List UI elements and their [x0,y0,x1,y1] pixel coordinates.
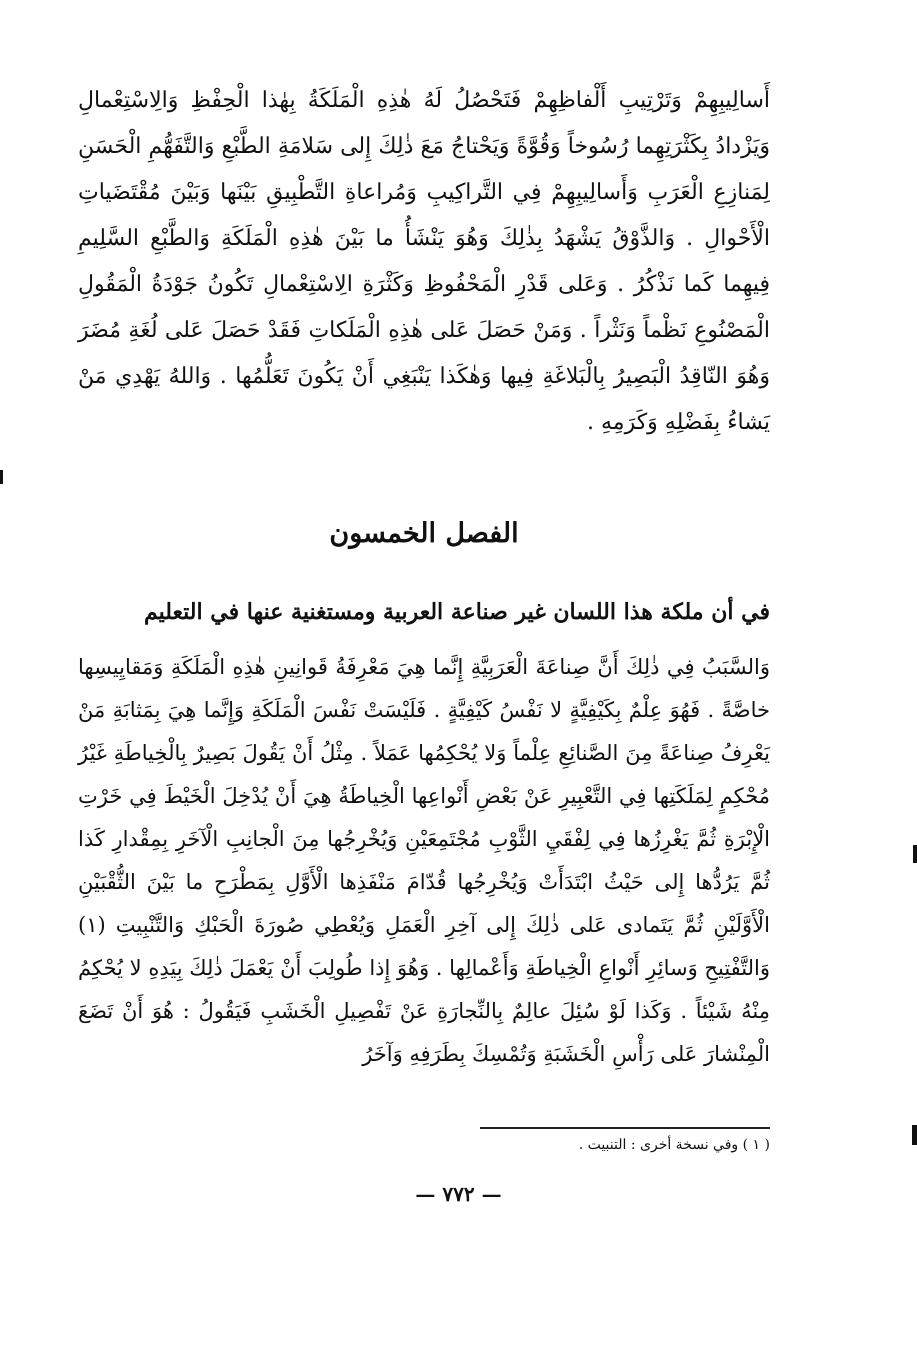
scan-edge-mark-right-top [913,845,917,863]
scan-edge-mark-left [0,470,3,484]
footnote-divider [480,1127,770,1129]
top-paragraph: أَسالِيبِهِمْ وَتَرْتِيبِ أَلْفاظِهِمْ فَتَحْصُلُ لَهُ هٰذِهِ الْمَلَكَةُ بِهٰذا الْحِفْظِ وَالِاسْتِعْمالِ وَيَزْدادُ بِكَثْرَتِهِما رُسُوخاً وَقُوَّةً وَيَحْتاجُ مَعَ ذٰلِكَ إِلى سَلامَةِ الطَّبْعِ وَالتَّفَهُّمِ الْحَسَنِ لِمَنازِعِ الْعَرَبِ وَأَسالِيبِهِمْ فِي التَّراكِيبِ وَمُراعاةِ التَّطْبِيقِ بَيْنَها وَبَيْنَ مُقْتَضَياتِ الْأَحْوالِ . وَالذَّوْقُ يَشْهَدُ بِذٰلِكَ وَهُوَ يَنْشَأُ ما بَيْنَ هٰذِهِ الْمَلَكَةِ وَالطَّبْعِ السَّلِيمِ فِيهِما كَما نَذْكُرُ . وَعَلى قَدْرِ الْمَحْفُوظِ وَكَثْرَةِ الِاسْتِعْمالِ تَكُونُ جَوْدَةُ الْمَقُولِ الْمَصْنُوعِ نَظْماً وَنَثْراً . وَمَنْ حَصَلَ عَلى هٰذِهِ الْمَلَكاتِ فَقَدْ حَصَلَ عَلى لُغَةِ مُضَرَ وَهُوَ النّاقِدُ الْبَصِيرُ بِالْبَلاغَةِ فِيها وَهٰكَذا يَنْبَغِي أَنْ يَكُونَ تَعَلُّمُها . وَاللهُ يَهْدِي مَنْ يَشاءُ بِفَضْلِهِ وَكَرَمِهِ . [78,88,770,435]
footnote: ( ١ ) وفي نسخة أخرى : التنبيت . [578,1137,770,1153]
scan-edge-mark-right-bottom [912,1125,917,1145]
page-number: — ٧٧٢ — [415,1182,502,1206]
section-heading: في أن ملكة هذا اللسان غير صناعة العربية ومستغنية عنها في التعليم [143,599,770,625]
main-paragraph: وَالسَّبَبُ فِي ذٰلِكَ أَنَّ صِناعَةَ الْعَرَبِيَّةِ إِنَّما هِيَ مَعْرِفَةُ قَوانِينِ هٰذِهِ الْمَلَكَةِ وَمَقايِيسِها خاصَّةً . فَهُوَ عِلْمٌ بِكَيْفِيَّةٍ لا نَفْسُ كَيْفِيَّةٍ . فَلَيْسَتْ نَفْسَ الْمَلَكَةِ وَإِنَّما هِيَ بِمَثابَةِ مَنْ يَعْرِفُ صِناعَةً مِنَ الصَّنائِعِ عِلْماً وَلا يُحْكِمُها عَمَلاً . مِثْلُ أَنْ يَقُولَ بَصِيرٌ بِالْخِياطَةِ غَيْرُ مُحْكِمٍ لِمَلَكَتِها فِي التَّعْبِيرِ عَنْ بَعْضِ أَنْواعِها الْخِياطَةُ هِيَ أَنْ يُدْخِلَ الْخَيْطَ فِي خَرْتِ الْإِبْرَةِ ثُمَّ يَغْرِزُها فِي لِفْقَيِ الثَّوْبِ مُجْتَمِعَيْنِ وَيُخْرِجُها مِنَ الْجانِبِ الْآخَرِ بِمِقْدارِ كَذا ثُمَّ يَرُدُّها إِلى حَيْثُ ابْتَدَأَتْ وَيُخْرِجُها قُدّامَ مَنْفَذِها الْأَوَّلِ بِمَطْرَحِ ما بَيْنَ الثُّقْبَيْنِ الْأَوَّلَيْنِ ثُمَّ يَتَمادى عَلى ذٰلِكَ إِلى آخِرِ الْعَمَلِ وَيُعْطِي صُورَةَ الْحَبْكِ وَالتَّنْبِيتِ (١) وَالتَّفْتِيحِ وَسائِرِ أَنْواعِ الْخِياطَةِ وَأَعْمالِها . وَهُوَ إِذا طُولِبَ أَنْ يَعْمَلَ ذٰلِكَ بِيَدِهِ لا يُحْكِمُ مِنْهُ شَيْئاً . وَكَذا لَوْ سُئِلَ عالِمٌ بِالنِّجارَةِ عَنْ تَفْصِيلِ الْخَشَبِ فَيَقُولُ : هُوَ أَنْ تَضَعَ الْمِنْشارَ عَلى رَأْسِ الْخَشَبَةِ وَتُمْسِكَ بِطَرَفِهِ وَآخَرُ [78,655,770,1066]
chapter-title: الفصل الخمسون [329,518,519,549]
